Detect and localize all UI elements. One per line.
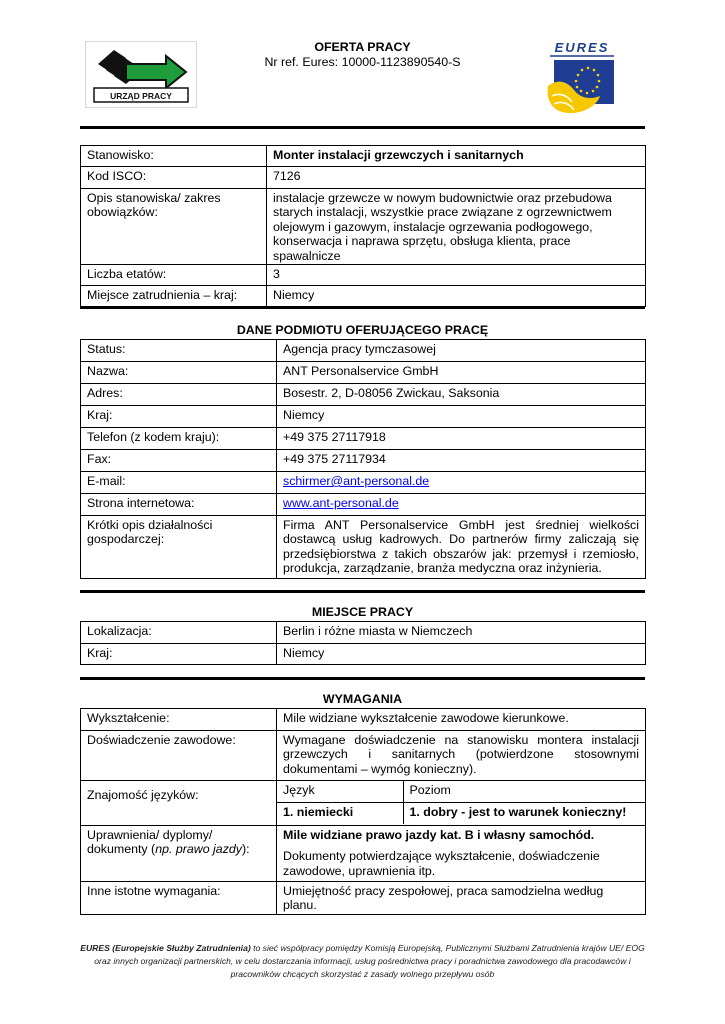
requirements-section-title: WYMAGANIA [322, 692, 403, 706]
job-table [80, 145, 646, 307]
table-row [81, 189, 646, 265]
section-divider [80, 306, 645, 309]
employment-country-label: Miejsce zatrudnienia – kraj: [81, 286, 267, 307]
employer-status-label: Status: [81, 340, 277, 362]
experience-value: Wymagane doświadczenie na stanowisku montera instalacji grzewczych i sanitarnych (potwierdzone stosownymi dokumentami – wymóg konieczny). [277, 731, 646, 781]
job-description-label: Opis stanowiska/ zakres obowiązków: [81, 189, 267, 265]
level-value: 1. dobry - jest to warunek konieczny! [403, 802, 646, 824]
eures-logo [538, 38, 620, 118]
employer-email-label: E-mail: [81, 472, 277, 494]
other-requirements-label: Inne istotne wymagania: [81, 882, 277, 915]
language-column-header: Język [277, 781, 403, 802]
employer-country-label: Kraj: [81, 406, 277, 428]
table-row [81, 340, 646, 362]
employer-email-link[interactable]: schirmer@ant-personal.de [283, 474, 430, 488]
table-row [277, 781, 646, 802]
employer-website-link[interactable]: www.ant-personal.de [283, 496, 399, 510]
section-divider [80, 126, 645, 129]
eures-logo-text: EURES [554, 40, 610, 55]
table-row [81, 167, 646, 189]
employer-name-label: Nazwa: [81, 362, 277, 384]
section-divider [80, 590, 645, 593]
table-row [81, 781, 646, 826]
table-row [81, 731, 646, 781]
employer-address-label: Adres: [81, 384, 277, 406]
urzad-pracy-logo-text: URZĄD PRACY [110, 91, 172, 101]
location-label: Lokalizacja: [81, 622, 277, 644]
location-section-title: MIEJSCE PRACY [311, 605, 414, 619]
employer-address-value: Bosestr. 2, D-08056 Zwickau, Saksonia [277, 384, 646, 406]
location-table [80, 621, 646, 665]
permits-label-end: ): [241, 842, 250, 857]
table-row [81, 362, 646, 384]
footer-line-1: to sieć współpracy pomiędzy Komisją Europejską, Publicznymi Służbami Zatrudnienia krajów UE/ EOG [250, 943, 645, 953]
permits-label-text: Uprawnienia/ dyplomy/ dokumenty ( [87, 828, 213, 857]
section-divider [80, 677, 645, 680]
requirements-table [80, 708, 646, 915]
table-row [81, 622, 646, 644]
employer-section-title: DANE PODMIOTU OFERUJĄCEGO PRACĘ [236, 323, 489, 337]
job-position-label: Stanowisko: [81, 146, 267, 167]
offer-title: OFERTA PRACY [314, 40, 411, 54]
employer-phone-value: +49 375 27117918 [277, 428, 646, 450]
employer-business-label: Krótki opis działalności gospodarczej: [81, 516, 277, 579]
permits-value-documents: Dokumenty potwierdzające wykształcenie, doświadczenie zawodowe, uprawnienia itp. [283, 849, 600, 878]
permits-label-example: np. prawo jazdy [155, 842, 242, 857]
offer-reference: Nr ref. Eures: 10000-1123890540-S [264, 55, 461, 69]
education-value: Mile widziane wykształcenie zawodowe kierunkowe. [277, 709, 646, 731]
footer-line-2: oraz innych organizacji partnerskich, w celu dostarczania informacji, usług pośrednictwa pracy i poradnictwa zawodowego dla pracodawców i [94, 956, 631, 966]
location-value: Berlin i różne miasta w Niemczech [277, 622, 646, 644]
languages-label: Znajomość języków: [81, 781, 277, 826]
permits-value-driving: Mile widziane prawo jazdy kat. B i własny samochód. [283, 828, 595, 842]
table-row [81, 428, 646, 450]
experience-label: Doświadczenie zawodowe: [81, 731, 277, 781]
job-position-value: Monter instalacji grzewczych i sanitarnych [267, 146, 646, 167]
table-row [81, 406, 646, 428]
table-row [81, 450, 646, 472]
table-row [81, 516, 646, 579]
location-country-value: Niemcy [277, 644, 646, 665]
footer-line-3: pracowników chcących skorzystać z zasady wolnego przepływu osób [230, 969, 495, 979]
location-country-label: Kraj: [81, 644, 277, 665]
table-row [81, 826, 646, 882]
employer-website-label: Strona internetowa: [81, 494, 277, 516]
employer-fax-label: Fax: [81, 450, 277, 472]
table-row [277, 802, 646, 824]
table-row [81, 286, 646, 307]
level-column-header: Poziom [403, 781, 646, 802]
table-row [81, 265, 646, 286]
employer-fax-value: +49 375 27117934 [277, 450, 646, 472]
positions-count-value: 3 [267, 265, 646, 286]
table-row [81, 472, 646, 494]
job-description-value: instalacje grzewcze w nowym budownictwie oraz przebudowa starych instalacji, wszystkie prace związane z ogrzewnictwem olejowym i gazowym, instalacje ogrzewania podłogowego, konserwacja i naprawa sprzętu, obsługa klienta, prace spawalnicze [267, 189, 646, 265]
table-row [81, 709, 646, 731]
table-row [81, 494, 646, 516]
isco-value: 7126 [267, 167, 646, 189]
employment-country-value: Niemcy [267, 286, 646, 307]
employer-status-value: Agencja pracy tymczasowej [277, 340, 646, 362]
footer-eures-name: EURES (Europejskie Służby Zatrudnienia) [80, 943, 251, 953]
table-row [81, 146, 646, 167]
employer-phone-label: Telefon (z kodem kraju): [81, 428, 277, 450]
footer-note [70, 942, 655, 981]
table-row [81, 384, 646, 406]
language-value: 1. niemiecki [277, 802, 403, 824]
other-requirements-value: Umiejętność pracy zespołowej, praca samodzielna według planu. [277, 882, 646, 915]
permits-label [81, 826, 277, 882]
employer-table [80, 339, 646, 579]
education-label: Wykształcenie: [81, 709, 277, 731]
isco-label: Kod ISCO: [81, 167, 267, 189]
employer-name-value: ANT Personalservice GmbH [277, 362, 646, 384]
employer-business-value: Firma ANT Personalservice GmbH jest średniej wielkości dostawcą usług kadrowych. Do partnerów firmy zaliczają się przedsiębiorstwa z takich obszarów jak: przemysł i rzemiosło, produkcja, zarządzanie, branża medyczna oraz inżynieria. [277, 516, 646, 579]
languages-table [277, 781, 646, 824]
table-row [81, 644, 646, 665]
employer-country-value: Niemcy [277, 406, 646, 428]
positions-count-label: Liczba etatów: [81, 265, 267, 286]
table-row [81, 882, 646, 915]
